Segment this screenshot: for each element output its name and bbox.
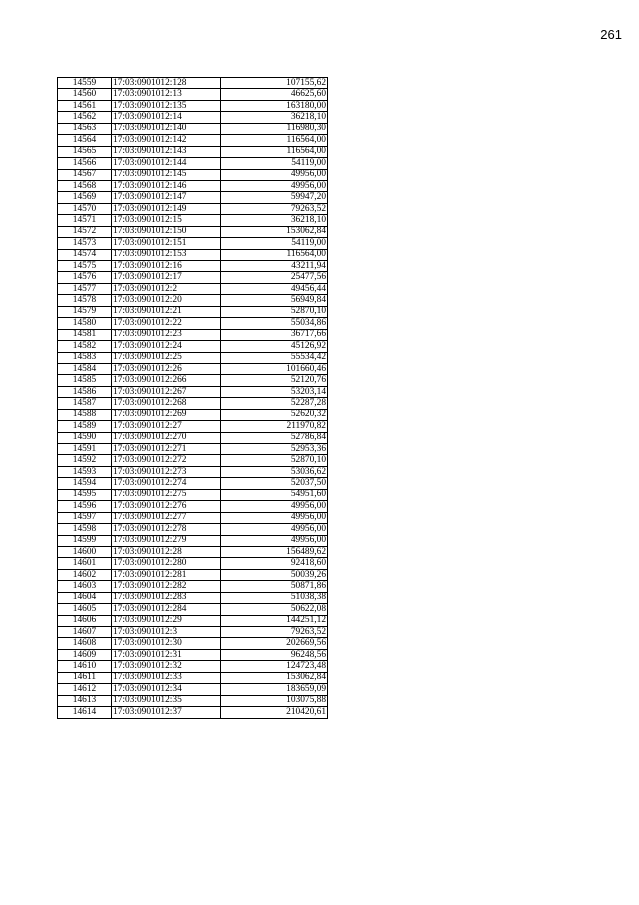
table-row bbox=[58, 546, 328, 557]
table-row bbox=[58, 318, 328, 329]
table-row bbox=[58, 89, 328, 100]
cadastral-number: 17:03:0901012:26 bbox=[112, 363, 221, 374]
cadastral-value: 36717,66 bbox=[221, 329, 328, 340]
table-row bbox=[58, 592, 328, 603]
row-number: 14577 bbox=[58, 283, 112, 294]
row-number: 14580 bbox=[58, 318, 112, 329]
cadastral-number: 17:03:0901012:268 bbox=[112, 398, 221, 409]
table-row bbox=[58, 375, 328, 386]
table-row bbox=[58, 112, 328, 123]
cadastral-number: 17:03:0901012:32 bbox=[112, 661, 221, 672]
row-number: 14603 bbox=[58, 581, 112, 592]
row-number: 14588 bbox=[58, 409, 112, 420]
cadastral-number: 17:03:0901012:128 bbox=[112, 78, 221, 89]
table-row bbox=[58, 341, 328, 352]
row-number: 14579 bbox=[58, 306, 112, 317]
row-number: 14614 bbox=[58, 707, 112, 718]
table-row bbox=[58, 78, 328, 89]
table-row bbox=[58, 444, 328, 455]
cadastral-value: 116564,00 bbox=[221, 135, 328, 146]
table-row bbox=[58, 661, 328, 672]
row-number: 14583 bbox=[58, 352, 112, 363]
cadastral-value: 56949,84 bbox=[221, 295, 328, 306]
row-number: 14612 bbox=[58, 684, 112, 695]
row-number: 14592 bbox=[58, 455, 112, 466]
cadastral-number: 17:03:0901012:150 bbox=[112, 226, 221, 237]
row-number: 14601 bbox=[58, 558, 112, 569]
cadastral-value: 103075,88 bbox=[221, 695, 328, 706]
table-row bbox=[58, 501, 328, 512]
cadastral-value: 52786,84 bbox=[221, 432, 328, 443]
cadastral-number: 17:03:0901012:23 bbox=[112, 329, 221, 340]
row-number: 14613 bbox=[58, 695, 112, 706]
table-row bbox=[58, 695, 328, 706]
cadastral-value: 49456,44 bbox=[221, 283, 328, 294]
row-number: 14609 bbox=[58, 649, 112, 660]
row-number: 14606 bbox=[58, 615, 112, 626]
row-number: 14562 bbox=[58, 112, 112, 123]
row-number: 14561 bbox=[58, 100, 112, 111]
table-row bbox=[58, 180, 328, 191]
cadastral-number: 17:03:0901012:2 bbox=[112, 283, 221, 294]
cadastral-number: 17:03:0901012:266 bbox=[112, 375, 221, 386]
cadastral-number: 17:03:0901012:3 bbox=[112, 627, 221, 638]
cadastral-value: 163180,00 bbox=[221, 100, 328, 111]
row-number: 14574 bbox=[58, 249, 112, 260]
row-number: 14584 bbox=[58, 363, 112, 374]
cadastral-value: 49956,00 bbox=[221, 535, 328, 546]
cadastral-value: 52953,36 bbox=[221, 444, 328, 455]
page-number: 261 bbox=[600, 27, 622, 42]
cadastral-number: 17:03:0901012:149 bbox=[112, 203, 221, 214]
row-number: 14569 bbox=[58, 192, 112, 203]
table-row bbox=[58, 261, 328, 272]
row-number: 14559 bbox=[58, 78, 112, 89]
row-number: 14564 bbox=[58, 135, 112, 146]
table-row bbox=[58, 524, 328, 535]
cadastral-value: 45126,92 bbox=[221, 341, 328, 352]
table-row bbox=[58, 649, 328, 660]
table-body bbox=[58, 78, 328, 719]
cadastral-value: 96248,56 bbox=[221, 649, 328, 660]
row-number: 14567 bbox=[58, 169, 112, 180]
table-row bbox=[58, 100, 328, 111]
cadastral-value: 52120,76 bbox=[221, 375, 328, 386]
row-number: 14586 bbox=[58, 386, 112, 397]
cadastral-number: 17:03:0901012:17 bbox=[112, 272, 221, 283]
table-row bbox=[58, 672, 328, 683]
table-row bbox=[58, 283, 328, 294]
cadastral-value: 52287,28 bbox=[221, 398, 328, 409]
cadastral-value: 25477,56 bbox=[221, 272, 328, 283]
cadastral-value: 50871,86 bbox=[221, 581, 328, 592]
cadastral-number: 17:03:0901012:147 bbox=[112, 192, 221, 203]
table-row bbox=[58, 512, 328, 523]
table-row bbox=[58, 466, 328, 477]
cadastral-number: 17:03:0901012:20 bbox=[112, 295, 221, 306]
cadastral-number: 17:03:0901012:37 bbox=[112, 707, 221, 718]
table-row bbox=[58, 169, 328, 180]
row-number: 14599 bbox=[58, 535, 112, 546]
table-row bbox=[58, 215, 328, 226]
table-row bbox=[58, 135, 328, 146]
table-row bbox=[58, 581, 328, 592]
cadastral-value: 53036,62 bbox=[221, 466, 328, 477]
cadastral-value: 144251,12 bbox=[221, 615, 328, 626]
cadastral-number: 17:03:0901012:153 bbox=[112, 249, 221, 260]
cadastral-value: 124723,48 bbox=[221, 661, 328, 672]
cadastral-value: 153062,84 bbox=[221, 672, 328, 683]
table-row bbox=[58, 158, 328, 169]
cadastral-value: 92418,60 bbox=[221, 558, 328, 569]
cadastral-value: 49956,00 bbox=[221, 169, 328, 180]
cadastral-number: 17:03:0901012:272 bbox=[112, 455, 221, 466]
cadastral-value: 46625,60 bbox=[221, 89, 328, 100]
cadastral-number: 17:03:0901012:274 bbox=[112, 478, 221, 489]
cadastral-number: 17:03:0901012:273 bbox=[112, 466, 221, 477]
row-number: 14604 bbox=[58, 592, 112, 603]
cadastral-number: 17:03:0901012:267 bbox=[112, 386, 221, 397]
cadastral-number: 17:03:0901012:275 bbox=[112, 489, 221, 500]
table-row bbox=[58, 638, 328, 649]
cadastral-number: 17:03:0901012:24 bbox=[112, 341, 221, 352]
table-row bbox=[58, 627, 328, 638]
cadastral-value: 43211,94 bbox=[221, 261, 328, 272]
row-number: 14611 bbox=[58, 672, 112, 683]
row-number: 14605 bbox=[58, 604, 112, 615]
cadastral-value: 49956,00 bbox=[221, 180, 328, 191]
cadastral-number: 17:03:0901012:146 bbox=[112, 180, 221, 191]
table-row bbox=[58, 489, 328, 500]
cadastral-value: 52037,50 bbox=[221, 478, 328, 489]
cadastral-number: 17:03:0901012:29 bbox=[112, 615, 221, 626]
cadastral-number: 17:03:0901012:281 bbox=[112, 569, 221, 580]
cadastral-value: 50622,08 bbox=[221, 604, 328, 615]
cadastral-value: 202669,56 bbox=[221, 638, 328, 649]
cadastral-number: 17:03:0901012:269 bbox=[112, 409, 221, 420]
cadastral-number: 17:03:0901012:278 bbox=[112, 524, 221, 535]
row-number: 14582 bbox=[58, 341, 112, 352]
row-number: 14598 bbox=[58, 524, 112, 535]
cadastral-value: 49956,00 bbox=[221, 524, 328, 535]
cadastral-number: 17:03:0901012:13 bbox=[112, 89, 221, 100]
row-number: 14565 bbox=[58, 146, 112, 157]
cadastral-value: 101660,46 bbox=[221, 363, 328, 374]
row-number: 14572 bbox=[58, 226, 112, 237]
cadastral-value: 50039,26 bbox=[221, 569, 328, 580]
table-row bbox=[58, 604, 328, 615]
cadastral-value: 49956,00 bbox=[221, 501, 328, 512]
cadastral-value: 49956,00 bbox=[221, 512, 328, 523]
row-number: 14581 bbox=[58, 329, 112, 340]
table-row bbox=[58, 421, 328, 432]
table-row bbox=[58, 192, 328, 203]
table-row bbox=[58, 272, 328, 283]
table-row bbox=[58, 684, 328, 695]
table-row bbox=[58, 535, 328, 546]
cadastral-value: 54951,60 bbox=[221, 489, 328, 500]
row-number: 14610 bbox=[58, 661, 112, 672]
row-number: 14575 bbox=[58, 261, 112, 272]
cadastral-number: 17:03:0901012:277 bbox=[112, 512, 221, 523]
cadastral-number: 17:03:0901012:145 bbox=[112, 169, 221, 180]
table-row bbox=[58, 238, 328, 249]
table-row bbox=[58, 707, 328, 718]
table-row bbox=[58, 203, 328, 214]
cadastral-value: 36218,10 bbox=[221, 215, 328, 226]
cadastral-number: 17:03:0901012:16 bbox=[112, 261, 221, 272]
row-number: 14576 bbox=[58, 272, 112, 283]
cadastral-number: 17:03:0901012:21 bbox=[112, 306, 221, 317]
cadastral-value: 51038,38 bbox=[221, 592, 328, 603]
cadastral-number: 17:03:0901012:35 bbox=[112, 695, 221, 706]
row-number: 14595 bbox=[58, 489, 112, 500]
table-row bbox=[58, 409, 328, 420]
table-row bbox=[58, 123, 328, 134]
cadastral-value: 55034,86 bbox=[221, 318, 328, 329]
cadastral-number: 17:03:0901012:270 bbox=[112, 432, 221, 443]
row-number: 14596 bbox=[58, 501, 112, 512]
row-number: 14585 bbox=[58, 375, 112, 386]
cadastral-value: 52870,10 bbox=[221, 455, 328, 466]
cadastral-number: 17:03:0901012:279 bbox=[112, 535, 221, 546]
cadastral-value: 54119,00 bbox=[221, 238, 328, 249]
cadastral-value: 156489,62 bbox=[221, 546, 328, 557]
table-row bbox=[58, 329, 328, 340]
row-number: 14591 bbox=[58, 444, 112, 455]
row-number: 14593 bbox=[58, 466, 112, 477]
cadastral-number: 17:03:0901012:142 bbox=[112, 135, 221, 146]
cadastral-number: 17:03:0901012:33 bbox=[112, 672, 221, 683]
table-row bbox=[58, 363, 328, 374]
cadastral-value: 79263,52 bbox=[221, 627, 328, 638]
cadastral-value: 211970,82 bbox=[221, 421, 328, 432]
row-number: 14573 bbox=[58, 238, 112, 249]
table-row bbox=[58, 398, 328, 409]
cadastral-number: 17:03:0901012:31 bbox=[112, 649, 221, 660]
cadastral-number: 17:03:0901012:140 bbox=[112, 123, 221, 134]
cadastral-number: 17:03:0901012:151 bbox=[112, 238, 221, 249]
cadastral-number: 17:03:0901012:25 bbox=[112, 352, 221, 363]
row-number: 14600 bbox=[58, 546, 112, 557]
row-number: 14607 bbox=[58, 627, 112, 638]
cadastral-number: 17:03:0901012:28 bbox=[112, 546, 221, 557]
cadastral-value: 52870,10 bbox=[221, 306, 328, 317]
row-number: 14589 bbox=[58, 421, 112, 432]
row-number: 14597 bbox=[58, 512, 112, 523]
cadastral-number: 17:03:0901012:34 bbox=[112, 684, 221, 695]
table-row bbox=[58, 455, 328, 466]
cadastral-number: 17:03:0901012:144 bbox=[112, 158, 221, 169]
table-row bbox=[58, 306, 328, 317]
cadastral-value: 116564,00 bbox=[221, 146, 328, 157]
cadastral-value: 153062,84 bbox=[221, 226, 328, 237]
row-number: 14608 bbox=[58, 638, 112, 649]
cadastral-value: 116564,00 bbox=[221, 249, 328, 260]
cadastral-value-table bbox=[57, 77, 328, 719]
row-number: 14563 bbox=[58, 123, 112, 134]
cadastral-value: 210420,61 bbox=[221, 707, 328, 718]
cadastral-number: 17:03:0901012:280 bbox=[112, 558, 221, 569]
cadastral-number: 17:03:0901012:22 bbox=[112, 318, 221, 329]
cadastral-value: 183659,09 bbox=[221, 684, 328, 695]
cadastral-number: 17:03:0901012:283 bbox=[112, 592, 221, 603]
cadastral-value: 59947,20 bbox=[221, 192, 328, 203]
row-number: 14578 bbox=[58, 295, 112, 306]
cadastral-number: 17:03:0901012:143 bbox=[112, 146, 221, 157]
table-row bbox=[58, 478, 328, 489]
cadastral-value: 107155,62 bbox=[221, 78, 328, 89]
cadastral-value: 53203,14 bbox=[221, 386, 328, 397]
row-number: 14560 bbox=[58, 89, 112, 100]
table-row bbox=[58, 352, 328, 363]
cadastral-value: 54119,00 bbox=[221, 158, 328, 169]
cadastral-value: 52620,32 bbox=[221, 409, 328, 420]
cadastral-number: 17:03:0901012:27 bbox=[112, 421, 221, 432]
row-number: 14571 bbox=[58, 215, 112, 226]
cadastral-value: 55534,42 bbox=[221, 352, 328, 363]
row-number: 14602 bbox=[58, 569, 112, 580]
cadastral-number: 17:03:0901012:15 bbox=[112, 215, 221, 226]
cadastral-value: 36218,10 bbox=[221, 112, 328, 123]
table-row bbox=[58, 146, 328, 157]
row-number: 14590 bbox=[58, 432, 112, 443]
cadastral-number: 17:03:0901012:135 bbox=[112, 100, 221, 111]
cadastral-number: 17:03:0901012:276 bbox=[112, 501, 221, 512]
cadastral-number: 17:03:0901012:14 bbox=[112, 112, 221, 123]
table-row bbox=[58, 432, 328, 443]
row-number: 14594 bbox=[58, 478, 112, 489]
cadastral-value: 116980,30 bbox=[221, 123, 328, 134]
table-row bbox=[58, 615, 328, 626]
table-row bbox=[58, 249, 328, 260]
cadastral-number: 17:03:0901012:30 bbox=[112, 638, 221, 649]
table-row bbox=[58, 558, 328, 569]
cadastral-number: 17:03:0901012:284 bbox=[112, 604, 221, 615]
row-number: 14568 bbox=[58, 180, 112, 191]
row-number: 14566 bbox=[58, 158, 112, 169]
cadastral-value: 79263,52 bbox=[221, 203, 328, 214]
row-number: 14570 bbox=[58, 203, 112, 214]
cadastral-number: 17:03:0901012:271 bbox=[112, 444, 221, 455]
table-row bbox=[58, 569, 328, 580]
cadastral-number: 17:03:0901012:282 bbox=[112, 581, 221, 592]
table-row bbox=[58, 295, 328, 306]
row-number: 14587 bbox=[58, 398, 112, 409]
table-row bbox=[58, 386, 328, 397]
table-row bbox=[58, 226, 328, 237]
